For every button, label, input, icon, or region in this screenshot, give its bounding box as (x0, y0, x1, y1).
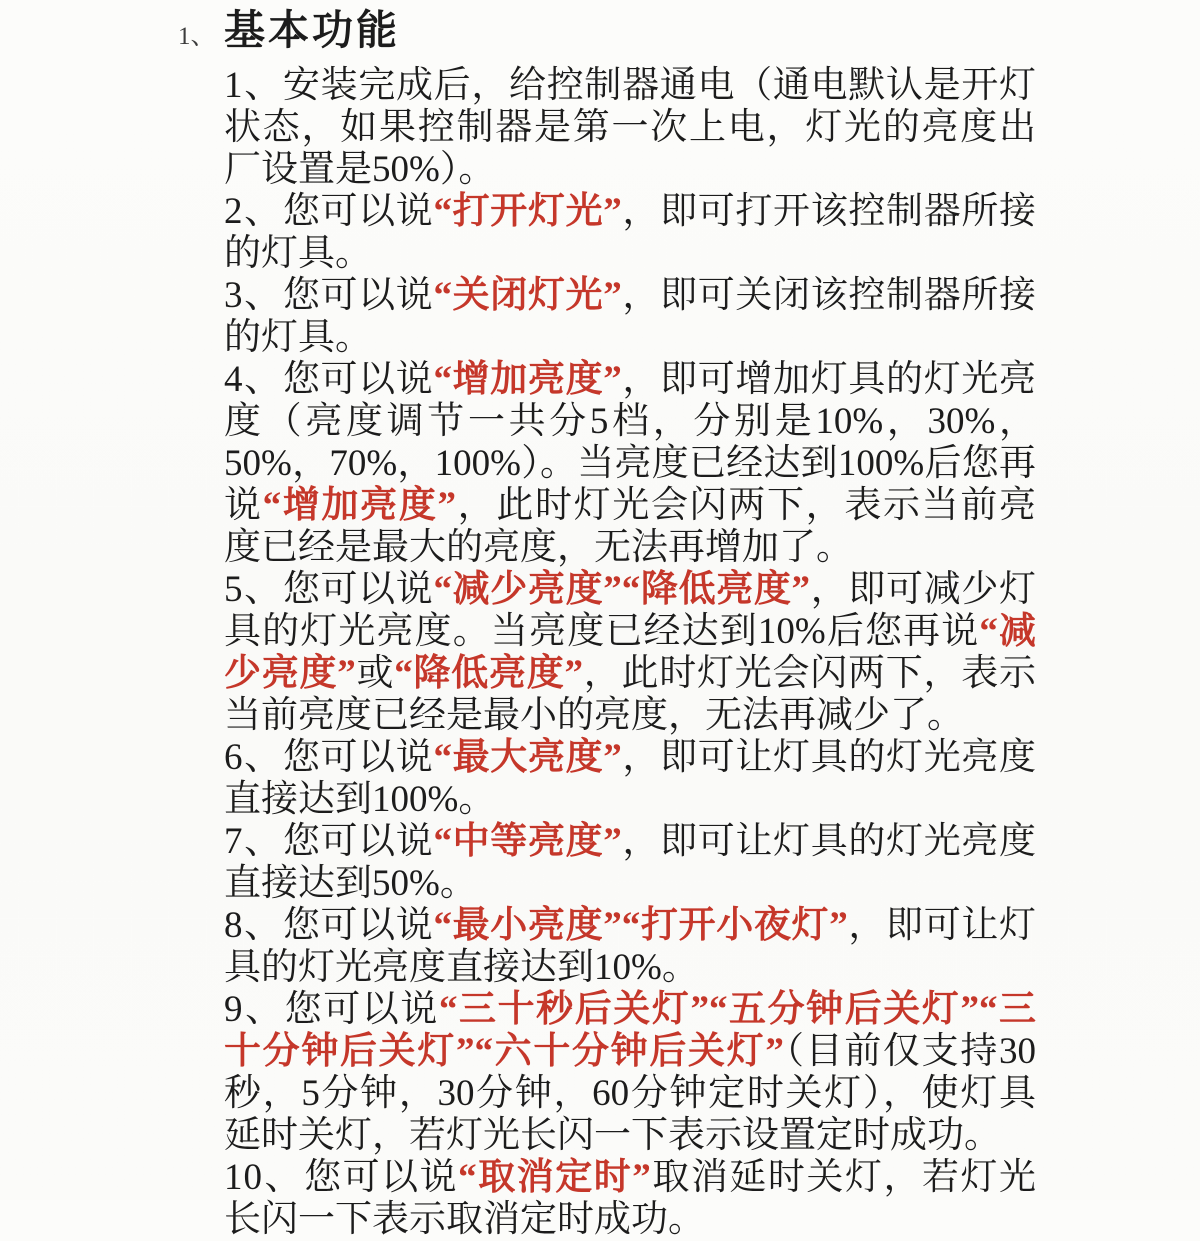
voice-command-text: “增加亮度” (262, 485, 457, 526)
voice-command-text: “减少亮度”“降低亮度” (433, 569, 811, 610)
section-number: 1、 (178, 23, 216, 50)
body-text: 您可以说 (282, 275, 434, 316)
instruction-item (224, 65, 1036, 191)
item-number: 6、 (224, 737, 283, 778)
voice-command-text: “打开灯光” (433, 191, 622, 232)
instruction-item (224, 1157, 1036, 1241)
section-title: 基本功能 (224, 7, 400, 53)
item-number: 1、 (224, 65, 283, 106)
body-text: 您可以说 (282, 191, 434, 232)
body-text: ，即可让灯具的灯光亮度直接达到10%。 (224, 905, 1037, 988)
instruction-item (224, 905, 1036, 989)
item-number: 8、 (224, 905, 283, 946)
body-text: ，即可让灯具的灯光亮度直接达到100%。 (224, 737, 1037, 820)
section-heading (178, 6, 1042, 61)
voice-command-text: “中等亮度” (433, 821, 622, 862)
body-text: 您可以说 (282, 905, 434, 946)
body-text: ，即可减少灯具的灯光亮度。当亮度已经达到10%后您再说 (224, 569, 1037, 652)
voice-command-text: “增加亮度” (433, 359, 622, 400)
body-text: 您可以说 (282, 737, 434, 778)
instruction-item (224, 191, 1036, 275)
body-text: 您可以说 (282, 569, 434, 610)
item-number: 4、 (224, 359, 283, 400)
body-text: 安装完成后，给控制器通电（通电默认是开灯状态，如果控制器是第一次上电，灯光的亮度出厂设置是50%）。 (224, 65, 1037, 190)
item-number: 7、 (224, 821, 283, 862)
body-text: 您可以说 (282, 821, 434, 862)
item-number: 3、 (224, 275, 283, 316)
instruction-list (224, 65, 1036, 1241)
body-text: 或 (355, 653, 395, 694)
voice-command-text: “最小亮度”“打开小夜灯” (433, 905, 848, 946)
body-text: ，此时灯光会闪两下，表示当前亮度已经是最小的亮度，无法再减少了。 (224, 653, 1036, 736)
voice-command-text: “最大亮度” (433, 737, 622, 778)
voice-command-text: “三十秒后关灯”“五分钟后关灯”“三十分钟后关灯”“六十分钟后关灯” (224, 989, 1037, 1072)
body-text: ，即可打开该控制器所接的灯具。 (224, 191, 1037, 274)
instruction-item (224, 821, 1036, 905)
item-number: 2、 (224, 191, 283, 232)
body-text: ，即可让灯具的灯光亮度直接达到50%。 (224, 821, 1037, 904)
instruction-item (224, 737, 1036, 821)
body-text: ，此时灯光会闪两下，表示当前亮度已经是最大的亮度，无法再增加了。 (224, 485, 1037, 568)
voice-command-text: “关闭灯光” (433, 275, 622, 316)
body-text: （目前仅支持30秒，5分钟，30分钟，60分钟定时关灯），使灯具延时关灯，若灯光长闪一下表示设置定时成功。 (224, 1031, 1037, 1156)
document-page (178, 6, 1042, 1241)
instruction-item (224, 569, 1036, 737)
instruction-item (224, 275, 1036, 359)
item-number: 10、 (224, 1157, 305, 1198)
voice-command-text: “取消定时” (458, 1157, 651, 1198)
body-text: ，即可关闭该控制器所接的灯具。 (224, 275, 1037, 358)
instruction-item (224, 989, 1036, 1157)
item-number: 5、 (224, 569, 283, 610)
body-text: 您可以说 (284, 989, 439, 1030)
item-number: 9、 (224, 989, 285, 1030)
body-text: 取消延时关灯，若灯光长闪一下表示取消定时成功。 (224, 1157, 1037, 1240)
body-text: ，即可增加灯具的灯光亮度（亮度调节一共分5档，分别是10%，30%，50%，70%，100%）。当亮度已经达到100%后您再说 (224, 359, 1037, 526)
body-text: 您可以说 (304, 1157, 459, 1198)
instruction-item (224, 359, 1036, 569)
voice-command-text: “降低亮度” (394, 653, 583, 694)
body-text: 您可以说 (282, 359, 434, 400)
voice-command-text: “减少亮度” (224, 611, 1036, 694)
